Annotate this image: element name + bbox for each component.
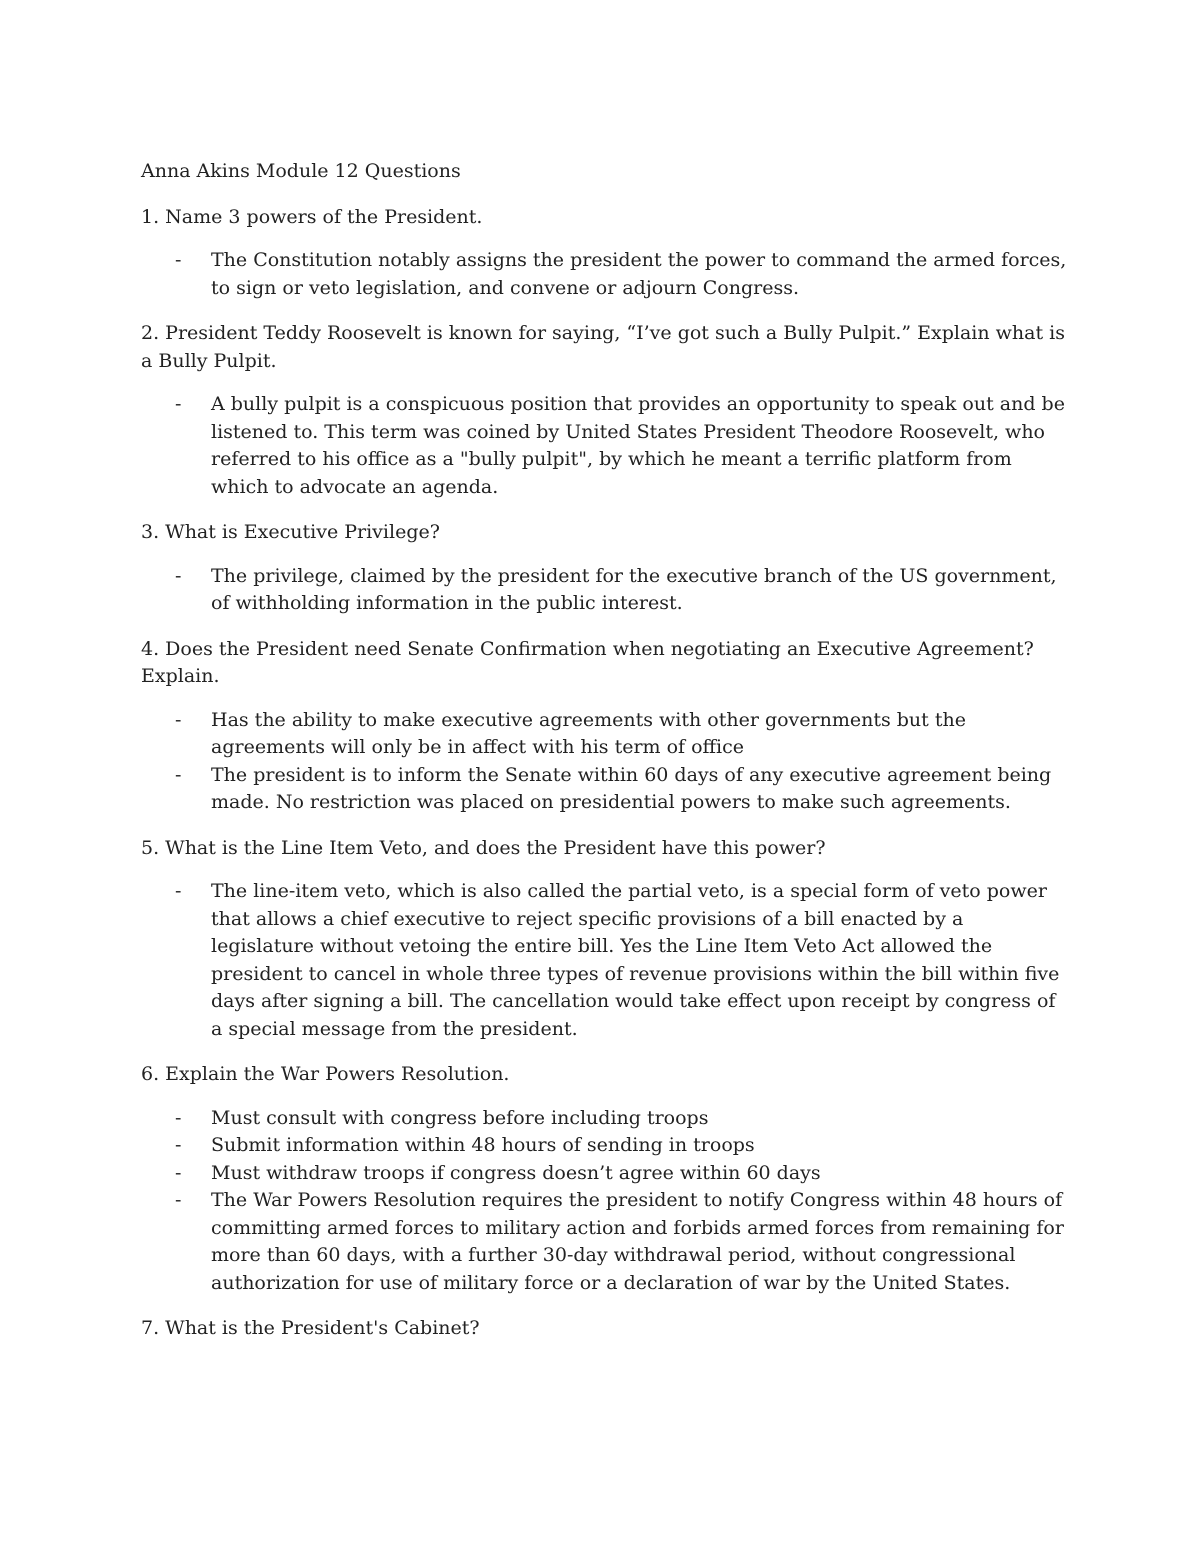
dash-bullet-icon: - — [175, 564, 182, 587]
answer-item — [141, 247, 1071, 302]
answer-text: Must withdraw troops if congress doesn’t agree within 60 days — [211, 1161, 821, 1184]
answer-item — [141, 878, 1071, 1043]
answer-text: Must consult with congress before including troops — [211, 1106, 709, 1129]
answer-item — [141, 563, 1071, 618]
answer-text: A bully pulpit is a conspicuous position that provides an opportunity to speak out and be listened to. This term was coined by United States President Theodore Roosevelt, who referred to his office as a "bully pulpit", by which he meant a terrific platform from which to advocate an agenda. — [211, 393, 1065, 498]
document-title: Anna Akins Module 12 Questions — [141, 160, 461, 182]
question-list — [141, 204, 1071, 1343]
answer-item — [141, 1187, 1071, 1297]
answer-list — [141, 563, 1071, 618]
answer-text: Submit information within 48 hours of sending in troops — [211, 1134, 755, 1156]
answer-list — [141, 1105, 1071, 1298]
dash-bullet-icon: - — [175, 708, 182, 731]
document-page — [141, 158, 1071, 1359]
dash-bullet-icon: - — [175, 1134, 182, 1156]
question-5: 5. What is the Line Item Veto, and does the President have this power? — [141, 836, 826, 859]
answer-text: The line-item veto, which is also called the partial veto, is a special form of veto power that allows a chief executive to reject specific provisions of a bill enacted by a legislature without vetoing the entire bill. Yes the Line Item Veto Act allowed the president to cancel in whole three types of revenue provisions within the bill within five days after signing a bill. The cancellation would take effect upon receipt by congress of a special message from the president. — [211, 880, 1060, 1040]
answer-item — [141, 391, 1071, 501]
dash-bullet-icon: - — [175, 1161, 182, 1184]
question-2: 2. President Teddy Roosevelt is known for saying, “I’ve got such a Bully Pulpit.” Explain what is a Bully Pulpit. — [141, 322, 1065, 372]
dash-bullet-icon: - — [175, 1106, 182, 1129]
dash-bullet-icon: - — [175, 249, 182, 271]
question-3: 3. What is Executive Privilege? — [141, 521, 440, 543]
answer-item — [141, 1160, 1071, 1188]
dash-bullet-icon: - — [175, 880, 182, 902]
dash-bullet-icon: - — [175, 1189, 182, 1211]
question-4: 4. Does the President need Senate Confirmation when negotiating an Executive Agreement? Explain. — [141, 637, 1034, 687]
answer-list — [141, 878, 1071, 1043]
answer-item — [141, 762, 1071, 817]
answer-list — [141, 707, 1071, 817]
answer-list — [141, 391, 1071, 501]
answer-text: Has the ability to make executive agreements with other governments but the agreements will only be in affect with his term of office — [211, 708, 966, 758]
answer-item — [141, 1105, 1071, 1133]
dash-bullet-icon: - — [175, 763, 182, 786]
dash-bullet-icon: - — [175, 393, 182, 415]
answer-list — [141, 247, 1071, 302]
question-6: 6. Explain the War Powers Resolution. — [141, 1063, 510, 1085]
answer-text: The Constitution notably assigns the president the power to command the armed forces, to sign or veto legislation, and convene or adjourn Congress. — [211, 249, 1067, 299]
question-7: 7. What is the President's Cabinet? — [141, 1317, 480, 1339]
answer-item — [141, 1132, 1071, 1160]
answer-text: The privilege, claimed by the president for the executive branch of the US government, of withholding information in the public interest. — [211, 564, 1057, 614]
answer-item — [141, 707, 1071, 762]
answer-text: The president is to inform the Senate within 60 days of any executive agreement being made. No restriction was placed on presidential powers to make such agreements. — [211, 763, 1052, 813]
answer-text: The War Powers Resolution requires the president to notify Congress within 48 hours of committing armed forces to military action and forbids armed forces from remaining for more than 60 days, with a further 30-day withdrawal period, without congressional authorization for use of military force or a declaration of war by the United States. — [211, 1189, 1064, 1294]
question-1: 1. Name 3 powers of the President. — [141, 205, 483, 228]
